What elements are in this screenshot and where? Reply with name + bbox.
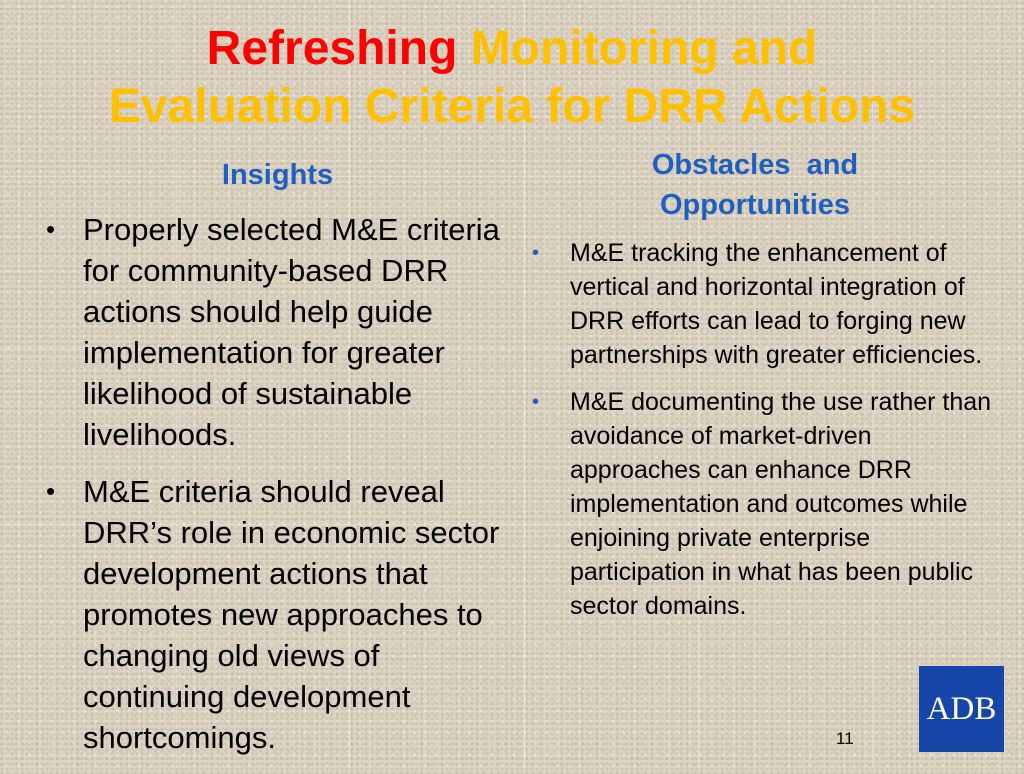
obstacle-text: M&E tracking the enhancement of vertical and horizontal integration of DRR efforts can lead to forging new partnerships with greater efficiencies. <box>570 239 983 369</box>
title-gold-part-2: Evaluation Criteria for DRR Actions <box>108 80 916 133</box>
adb-logo <box>919 666 1004 752</box>
title-red-part: Refreshing <box>206 22 458 75</box>
page-number: 11 <box>836 729 854 748</box>
list-item <box>44 471 514 758</box>
obstacles-heading-line-2: Opportunities <box>659 189 851 221</box>
bullet-icon: • <box>46 214 56 244</box>
obstacles-list <box>530 236 1000 636</box>
slide-title <box>0 20 1024 136</box>
bullet-icon: • <box>532 391 540 413</box>
bullet-icon: • <box>46 476 56 506</box>
title-gold-part-1: Monitoring and <box>470 22 818 75</box>
obstacle-text: M&E documenting the use rather than avoidance of market-driven approaches can enhance DRR implementation and outcomes while enjoining private enterprise participation in what has been public sector domains. <box>570 388 992 620</box>
list-item <box>530 385 1000 623</box>
obstacles-heading-line-1: Obstacles and <box>651 149 859 181</box>
insight-text: M&E criteria should reveal DRR’s role in economic sector development actions that promotes new approaches to changing old views of continuing development shortcomings. <box>83 474 500 755</box>
insight-text: Properly selected M&E criteria for community-based DRR actions should help guide implementation for greater likelihood of sustainable livelihoods. <box>83 212 500 452</box>
bullet-icon: • <box>532 242 540 264</box>
list-item <box>44 209 514 455</box>
insights-heading: Insights <box>221 159 334 191</box>
obstacles-opportunities-heading <box>560 145 950 225</box>
list-item <box>530 236 1000 372</box>
insights-list <box>44 209 514 774</box>
logo-text: ADB <box>926 690 997 727</box>
